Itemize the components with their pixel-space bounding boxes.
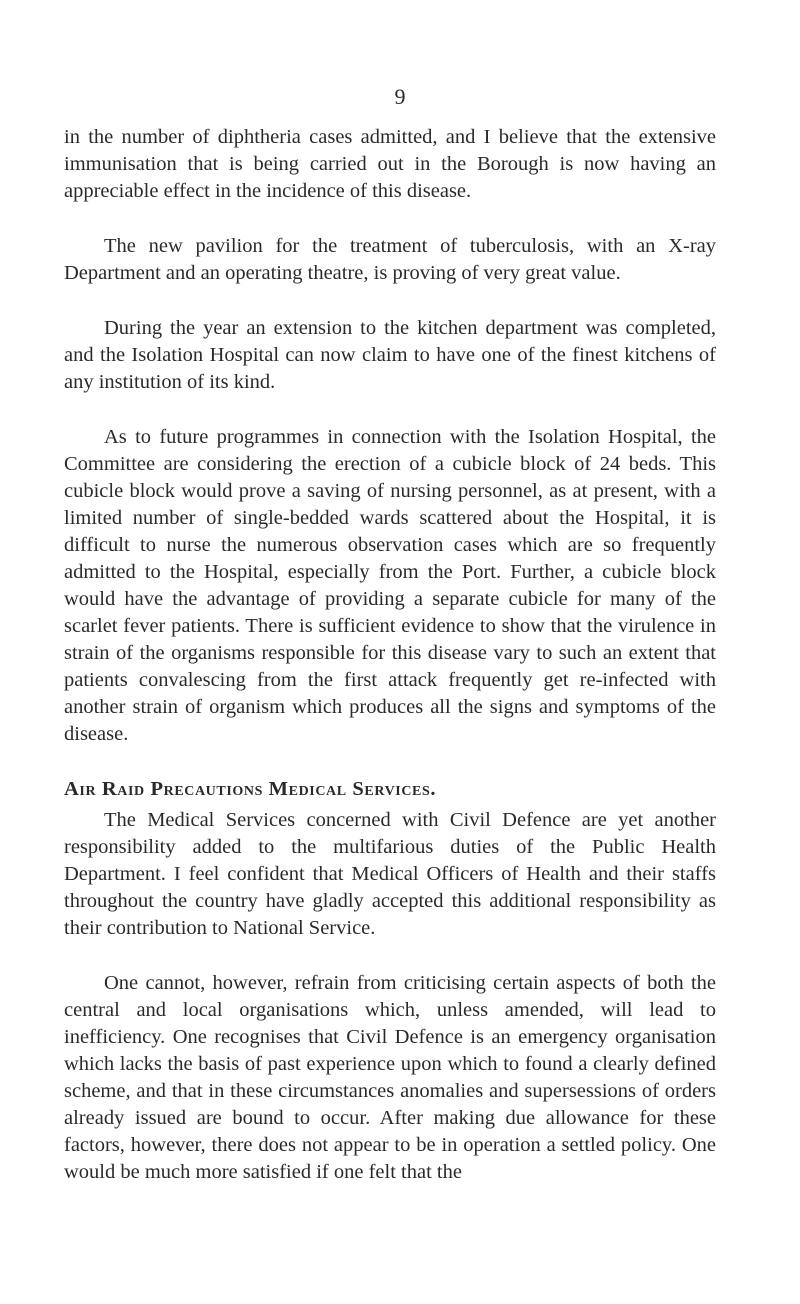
body-text (64, 124, 716, 1186)
paragraph-diphtheria-immunisation: in the number of diphtheria cases admitted, and I believe that the extensive immunisation that is being carried out in the Borough is now having an appreciable effect in the incidence of this disease. (64, 126, 716, 202)
paragraph-kitchen-extension: During the year an extension to the kitchen department was completed, and the Isolation Hospital can now claim to have one of the finest kitchens of any institution of its kind. (64, 317, 716, 393)
paragraph-future-programmes: As to future programmes in connection with the Isolation Hospital, the Committee are considering the erection of a cubicle block of 24 beds. This cubicle block would prove a saving of nursing personnel, as at present, with a limited number of single-bedded wards scattered about the Hospital, it is difficult to nurse the numerous observation cases which are so frequently admitted to the Hospital, especially from the Port. Further, a cubicle block would have the advantage of providing a separate cubicle for many of the scarlet fever patients. There is sufficient evidence to show that the virulence in strain of the organisms responsible for this disease vary to such an extent that patients convalescing from the first attack frequently get re-infected with another strain of organism which produces all the signs and symptoms of the disease. (64, 426, 716, 745)
page-number: 9 (394, 84, 406, 109)
section-heading-air-raid-precautions: Air Raid Precautions Medical Services. (64, 778, 437, 800)
paragraph-organisation-criticism: One cannot, however, refrain from criticising certain aspects of both the central and local organisations which, unless amended, will lead to inefficiency. One recognises that Civil Defence is an emergency organisation which lacks the basis of past experience upon which to found a clearly defined scheme, and that in these circumstances anomalies and supersessions of orders already issued are bound to occur. After making due allowance for these factors, however, there does not appear to be in operation a settled policy. One would be much more satisfied if one felt that the (64, 972, 716, 1183)
paragraph-civil-defence-services: The Medical Services concerned with Civil Defence are yet another responsibility added to the multifarious duties of the Public Health Department. I feel confident that Medical Officers of Health and their staffs throughout the country have gladly accepted this additional responsibility as their contribution to National Service. (64, 809, 716, 939)
paragraph-tuberculosis-pavilion: The new pavilion for the treatment of tuberculosis, with an X-ray Department and an operating theatre, is proving of very great value. (64, 235, 716, 284)
